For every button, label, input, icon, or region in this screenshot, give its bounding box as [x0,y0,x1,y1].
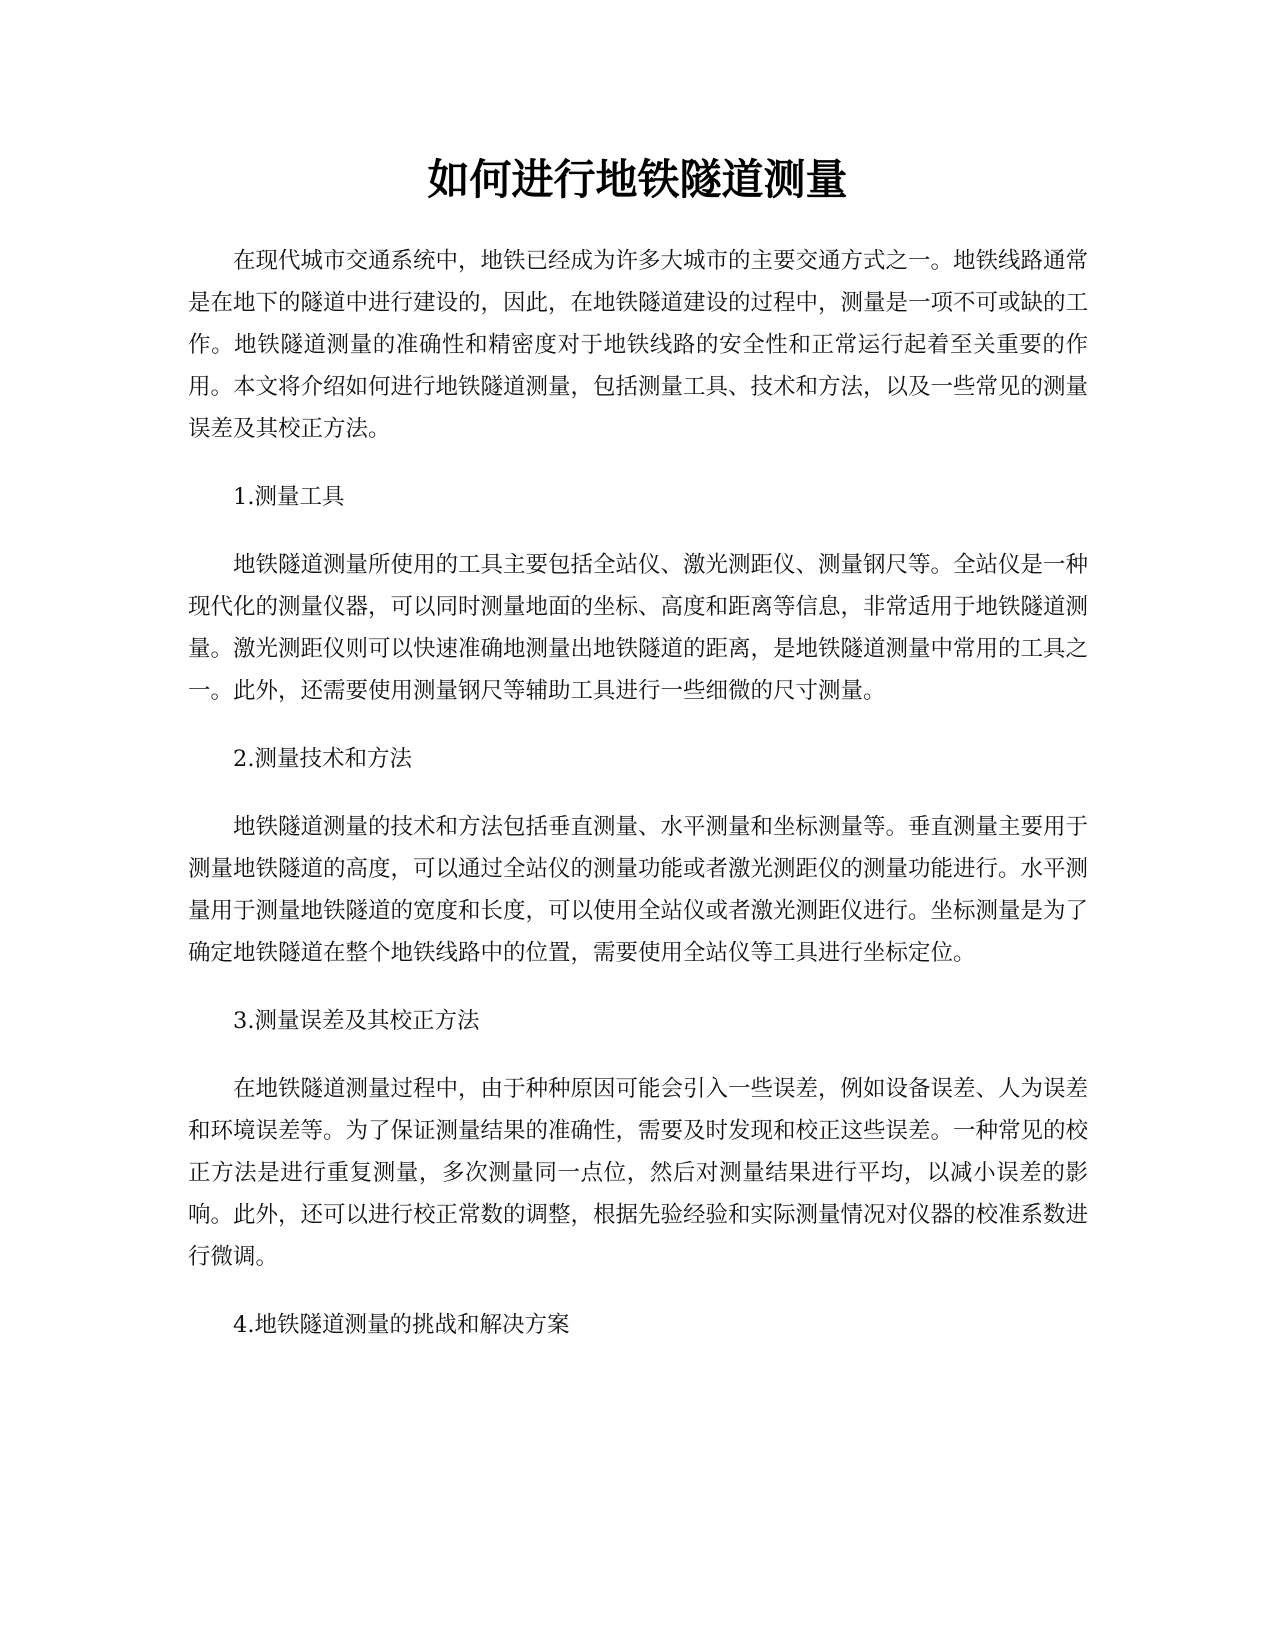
section-body-tools: 地铁隧道测量所使用的工具主要包括全站仪、激光测距仪、测量钢尺等。全站仪是一种现代化的测量仪器，可以同时测量地面的坐标、高度和距离等信息，非常适用于地铁隧道测量。激光测距仪则可以快速准确地测量出地铁隧道的距离，是地铁隧道测量中常用的工具之一。此外，还需要使用测量钢尺等辅助工具进行一些细微的尺寸测量。 [188,552,1089,704]
section-heading-tools: 1.测量工具 [233,484,345,510]
document-body [188,240,1088,1372]
section-body-techniques: 地铁隧道测量的技术和方法包括垂直测量、水平测量和坐标测量等。垂直测量主要用于测量地铁隧道的高度，可以通过全站仪的测量功能或者激光测距仪的测量功能进行。水平测量用于测量地铁隧道的宽度和长度，可以使用全站仪或者激光测距仪进行。坐标测量是为了确定地铁隧道在整个地铁线路中的位置，需要使用全站仪等工具进行坐标定位。 [188,814,1089,966]
section-heading-challenges: 4.地铁隧道测量的挑战和解决方案 [233,1312,570,1338]
intro-paragraph: 在现代城市交通系统中，地铁已经成为许多大城市的主要交通方式之一。地铁线路通常是在地下的隧道中进行建设的，因此，在地铁隧道建设的过程中，测量是一项不可或缺的工作。地铁隧道测量的准确性和精密度对于地铁线路的安全性和正常运行起着至关重要的作用。本文将介绍如何进行地铁隧道测量，包括测量工具、技术和方法，以及一些常见的测量误差及其校正方法。 [188,248,1089,442]
section-heading-errors: 3.测量误差及其校正方法 [233,1008,480,1034]
section-body-errors: 在地铁隧道测量过程中，由于种种原因可能会引入一些误差，例如设备误差、人为误差和环境误差等。为了保证测量结果的准确性，需要及时发现和校正这些误差。一种常见的校正方法是进行重复测量，多次测量同一点位，然后对测量结果进行平均，以减小误差的影响。此外，还可以进行校正常数的调整，根据先验经验和实际测量情况对仪器的校准系数进行微调。 [188,1076,1089,1270]
document-title: 如何进行地铁隧道测量 [427,155,848,204]
section-heading-techniques: 2.测量技术和方法 [233,746,412,772]
